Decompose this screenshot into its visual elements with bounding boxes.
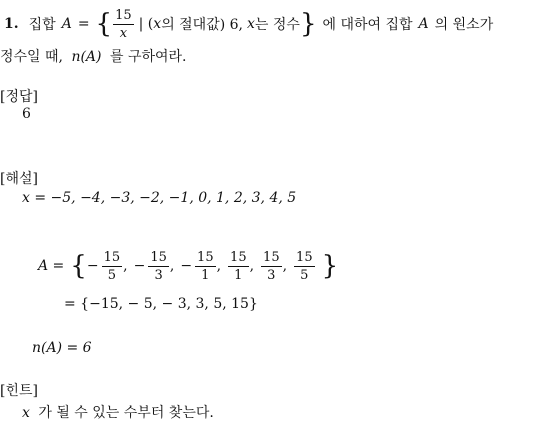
condition-separator: | ( (138, 16, 154, 32)
solution-header: [해설] (0, 171, 38, 187)
set-fraction (294, 251, 315, 282)
comma: , (123, 258, 128, 274)
n-of-a-result: n(A) = 6 (32, 340, 92, 356)
set-fraction (102, 251, 123, 282)
fraction-denominator: 3 (154, 267, 163, 283)
set-fraction-item (260, 251, 287, 282)
set-fraction-item (180, 251, 221, 282)
fraction-numerator: 15 (230, 249, 247, 265)
problem-line2-text: 정수일 때, (0, 49, 63, 65)
comma: , (282, 258, 288, 274)
fraction-sign: − (180, 258, 193, 274)
hint-variable: x (22, 405, 30, 421)
left-brace: { (95, 9, 113, 39)
comma: , (249, 258, 255, 274)
set-fraction-item (293, 251, 316, 282)
set-a-label: A = (38, 258, 65, 274)
set-right-brace: } (321, 251, 339, 281)
problem-number: 1. (4, 16, 19, 32)
problem-suffix: 에 대하여 집합 (322, 17, 413, 33)
set-fraction (148, 251, 169, 282)
fraction-denominator: 1 (234, 267, 243, 283)
fraction-numerator: 15 (197, 249, 214, 265)
problem-text: 집합 (28, 17, 56, 33)
fraction-numerator: 15 (263, 249, 280, 265)
fraction-numerator: 15 (296, 249, 313, 265)
set-variable: A (61, 16, 72, 32)
right-brace: } (299, 9, 317, 39)
fraction-numerator: 15 (150, 249, 167, 265)
answer-value: 6 (22, 106, 31, 122)
set-a-fractions (38, 246, 338, 286)
equals-sign: = (77, 16, 90, 32)
fraction-denominator: 5 (300, 267, 309, 283)
hint-text: 가 될 수 있는 수부터 찾는다. (38, 405, 214, 421)
fraction-denominator: 1 (201, 267, 210, 283)
fraction-15-over-x (113, 9, 134, 40)
hint-text-line (22, 402, 214, 422)
set-fraction-item (87, 251, 128, 282)
condition-tail: 는 정수 (254, 17, 300, 33)
problem-line2-end: 를 구하여라. (109, 49, 187, 65)
set-fraction (261, 251, 282, 282)
fraction-sign: − (86, 258, 99, 274)
fraction-denominator: x (119, 25, 128, 41)
hint-header: [힌트] (0, 383, 38, 399)
comma: , (216, 258, 222, 274)
problem-line-2 (0, 46, 187, 66)
condition-text: 의 절대값) 6, (161, 17, 244, 33)
fraction-numerator: 15 (103, 249, 121, 265)
fraction-denominator: 5 (107, 267, 116, 283)
x-values: x = −5, −4, −3, −2, −1, 0, 1, 2, 3, 4, 5 (22, 190, 297, 206)
set-left-brace: { (70, 251, 87, 281)
n-of-a: n(A) (71, 49, 102, 65)
answer-header: [정답] (0, 89, 38, 105)
problem-end: 의 원소가 (434, 17, 494, 33)
problem-line-1 (4, 4, 493, 44)
fraction-denominator: 3 (267, 267, 276, 283)
set-variable-2: A (418, 16, 429, 32)
fraction-sign: − (133, 258, 146, 274)
fraction-numerator: 15 (115, 7, 132, 23)
set-fraction-item (134, 251, 175, 282)
comma: , (169, 258, 175, 274)
set-fraction-item (227, 251, 254, 282)
condition-x: x (153, 16, 162, 32)
fraction-list (87, 251, 322, 282)
condition-x-2: x (247, 16, 255, 32)
set-fraction (228, 251, 249, 282)
set-fraction (195, 251, 216, 282)
set-a-values: = {−15, − 5, − 3, 3, 5, 15} (64, 296, 258, 312)
